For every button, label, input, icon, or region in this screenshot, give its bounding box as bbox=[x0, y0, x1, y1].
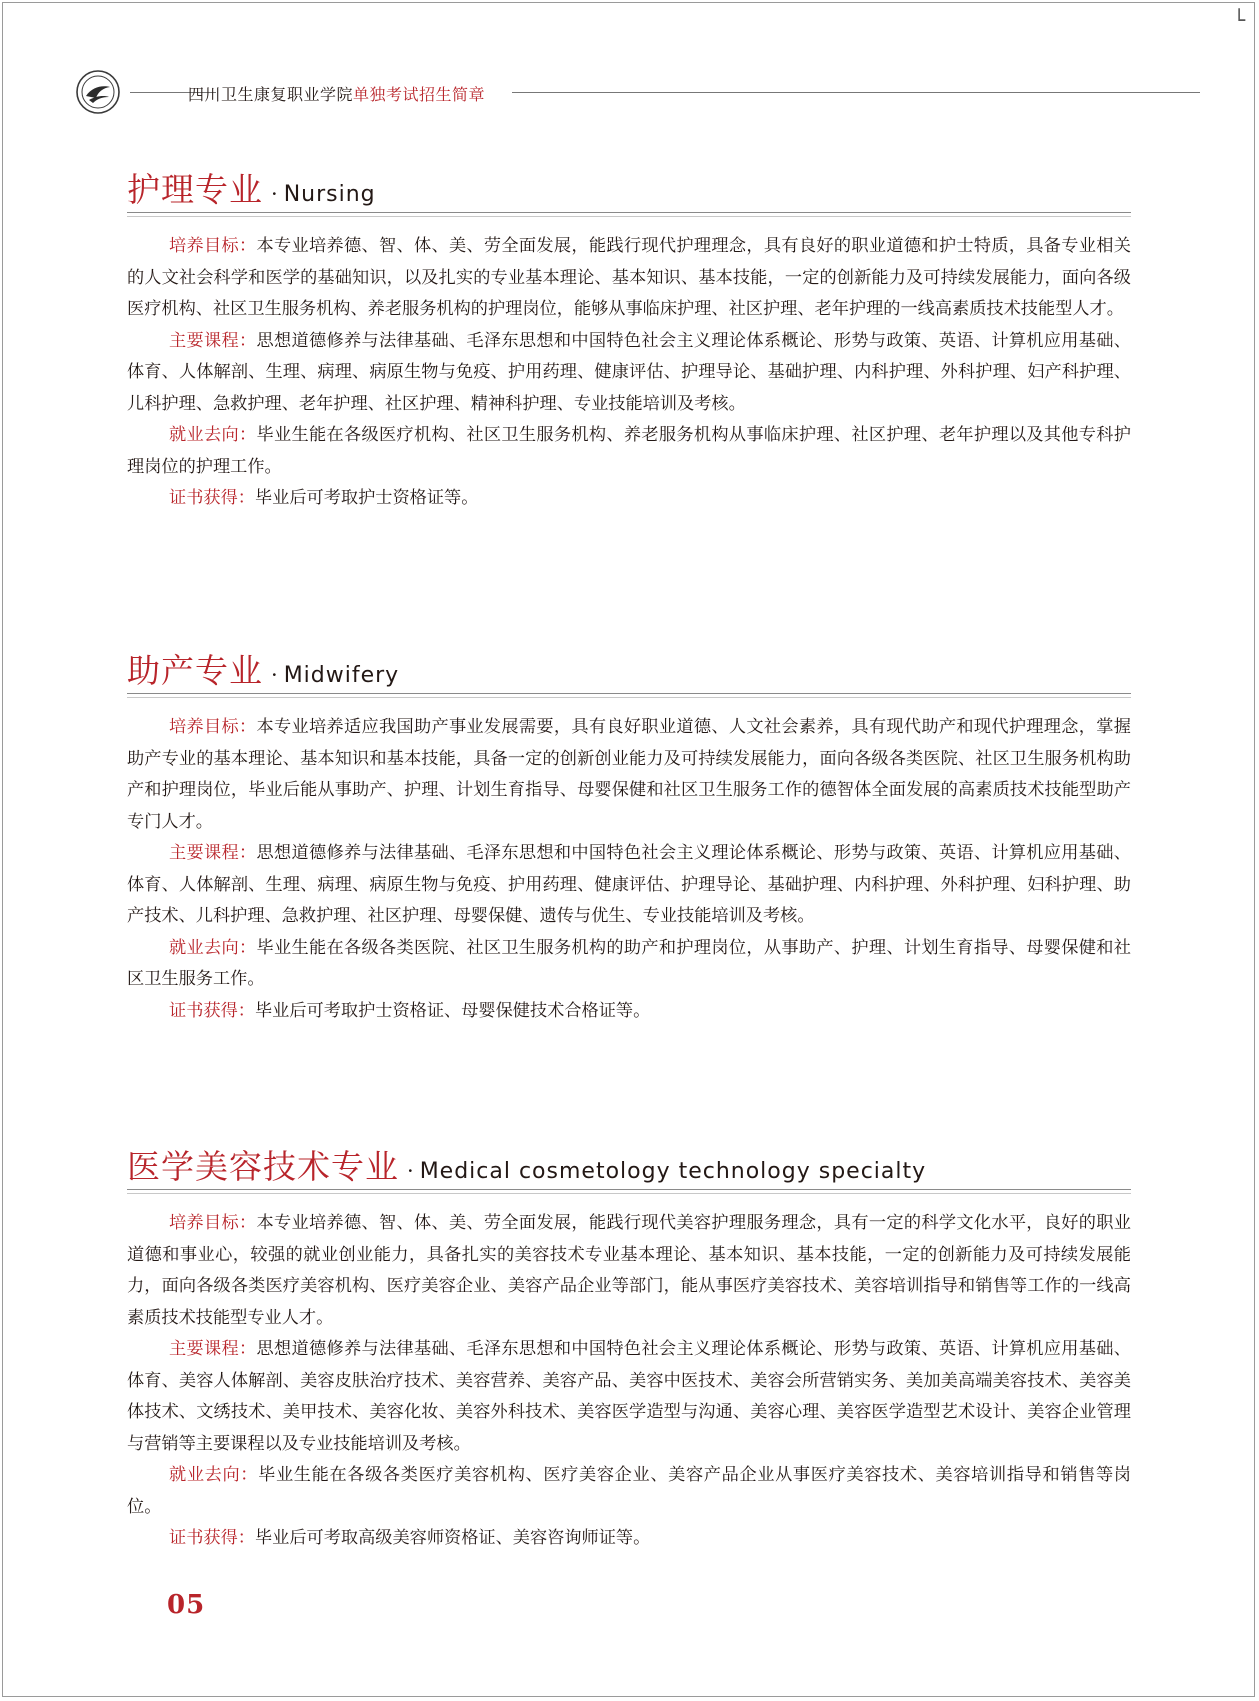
item-label: 培养目标： bbox=[169, 717, 257, 737]
employment bbox=[127, 1460, 1131, 1523]
employment bbox=[127, 420, 1131, 483]
section-divider bbox=[127, 212, 1131, 217]
section-title-sep: · bbox=[271, 663, 278, 687]
header-title bbox=[188, 82, 485, 105]
header-title-doc: 单独考试招生简章 bbox=[353, 85, 486, 104]
item-label: 主要课程： bbox=[169, 1339, 257, 1359]
item-label: 主要课程： bbox=[169, 843, 257, 863]
item-label: 培养目标： bbox=[169, 236, 257, 256]
section-title bbox=[127, 1141, 1131, 1187]
item-text: 毕业生能在各级各类医院、社区卫生服务机构的助产和护理岗位，从事助产、护理、计划生育指导、母婴保健和社区卫生服务工作。 bbox=[127, 937, 1131, 989]
page-number: 05 bbox=[167, 1590, 206, 1620]
section-title-en: Medical cosmetology technology specialty bbox=[419, 1159, 927, 1184]
item-label: 培养目标： bbox=[169, 1213, 257, 1233]
employment bbox=[127, 933, 1131, 996]
header-title-school: 四川卫生康复职业学院 bbox=[188, 85, 354, 104]
item-text: 本专业培养适应我国助产事业发展需要，具有良好职业道德、人文社会素养，具有现代助产和现代护理理念，掌握助产专业的基本理论、基本知识和基本技能，具备一定的创新创业能力及可持续发展能力，面向各级各类医院、社区卫生服务机构助产和护理岗位，毕业后能从事助产、护理、计划生育指导、母婴保健和社区卫生服务工作的德智体全面发展的高素质技术技能型助产专门人才。 bbox=[127, 717, 1131, 832]
item-text: 毕业生能在各级各类医疗美容机构、医疗美容企业、美容产品企业从事医疗美容技术、美容培训指导和销售等岗位。 bbox=[127, 1465, 1131, 1517]
main-courses bbox=[127, 326, 1131, 421]
training-goal bbox=[127, 712, 1131, 838]
item-label: 就业去向： bbox=[169, 425, 257, 445]
item-label: 证书获得： bbox=[169, 488, 255, 508]
section-divider bbox=[127, 693, 1131, 698]
item-label: 就业去向： bbox=[169, 937, 257, 958]
certificates bbox=[127, 483, 1131, 515]
item-text: 本专业培养德、智、体、美、劳全面发展，能践行现代护理理念，具有良好的职业道德和护士特质，具备专业相关的人文社会科学和医学的基础知识，以及扎实的专业基本理论、基本知识、基本技能，一定的创新能力及可持续发展能力，面向各级医疗机构、社区卫生服务机构、养老服务机构的护理岗位，能够从事临床护理、社区护理、老年护理的一线高素质技术技能型人才。 bbox=[127, 236, 1131, 319]
item-text: 思想道德修养与法律基础、毛泽东思想和中国特色社会主义理论体系概论、形势与政策、英语、计算机应用基础、体育、人体解剖、生理、病理、病原生物与免疫、护用药理、健康评估、护理导论、基础护理、内科护理、外科护理、妇科护理、助产技术、儿科护理、急救护理、社区护理、母婴保健、遗传与优生、专业技能培训及考核。 bbox=[127, 843, 1131, 926]
section-title-cn: 助产专业 bbox=[127, 651, 263, 690]
item-label: 主要课程： bbox=[169, 330, 257, 351]
training-goal bbox=[127, 231, 1131, 326]
main-courses bbox=[127, 838, 1131, 933]
section-title-cn: 医学美容技术专业 bbox=[127, 1147, 399, 1186]
section-title-sep: · bbox=[271, 182, 278, 206]
section-title bbox=[127, 164, 1131, 210]
section-title-en: Nursing bbox=[283, 182, 376, 207]
item-label: 证书获得： bbox=[169, 1528, 255, 1548]
item-text: 毕业后可考取护士资格证等。 bbox=[254, 488, 479, 508]
section-title bbox=[127, 645, 1131, 691]
item-text: 本专业培养德、智、体、美、劳全面发展，能践行现代美容护理服务理念，具有一定的科学文化水平，良好的职业道德和事业心，较强的就业创业能力，具备扎实的美容技术专业基本理论、基本知识、基本技能，一定的创新能力及可持续发展能力，面向各级各类医疗美容机构、医疗美容企业、美容产品企业等部门，能从事医疗美容技术、美容培训指导和销售等工作的一线高素质技术技能型专业人才。 bbox=[127, 1213, 1131, 1328]
item-text: 思想道德修养与法律基础、毛泽东思想和中国特色社会主义理论体系概论、形势与政策、英语、计算机应用基础、体育、美容人体解剖、美容皮肤治疗技术、美容营养、美容产品、美容中医技术、美容会所营销实务、美加美高端美容技术、美容美体技术、文绣技术、美甲技术、美容化妆、美容外科技术、美容医学造型与沟通、美容心理、美容医学造型艺术设计、美容企业管理与营销等主要课程以及专业技能培训及考核。 bbox=[127, 1339, 1131, 1454]
section-midwifery bbox=[127, 645, 1131, 1027]
certificates bbox=[127, 1523, 1131, 1555]
item-text: 毕业后可考取护士资格证、母婴保健技术合格证等。 bbox=[254, 1000, 651, 1021]
section-nursing bbox=[127, 164, 1131, 515]
corner-mark: └ bbox=[1232, 8, 1245, 32]
header-rule-right bbox=[512, 92, 1200, 93]
section-title-en: Midwifery bbox=[283, 663, 400, 688]
section-title-cn: 护理专业 bbox=[127, 170, 263, 209]
item-text: 思想道德修养与法律基础、毛泽东思想和中国特色社会主义理论体系概论、形势与政策、英语、计算机应用基础、体育、人体解剖、生理、病理、病原生物与免疫、护用药理、健康评估、护理导论、基础护理、内科护理、外科护理、妇产科护理、儿科护理、急救护理、老年护理、社区护理、精神科护理、专业技能培训及考核。 bbox=[127, 330, 1131, 414]
section-divider bbox=[127, 1189, 1131, 1194]
training-goal bbox=[127, 1208, 1131, 1334]
item-label: 就业去向： bbox=[169, 1465, 259, 1485]
page-header bbox=[74, 68, 1200, 118]
school-logo-icon bbox=[76, 70, 120, 114]
main-courses bbox=[127, 1334, 1131, 1460]
certificates bbox=[127, 996, 1131, 1028]
section-cosmetology bbox=[127, 1141, 1131, 1555]
item-label: 证书获得： bbox=[169, 1000, 255, 1021]
item-text: 毕业后可考取高级美容师资格证、美容咨询师证等。 bbox=[254, 1528, 651, 1548]
item-text: 毕业生能在各级医疗机构、社区卫生服务机构、养老服务机构从事临床护理、社区护理、老年护理以及其他专科护理岗位的护理工作。 bbox=[127, 425, 1131, 477]
section-title-sep: · bbox=[407, 1159, 414, 1183]
